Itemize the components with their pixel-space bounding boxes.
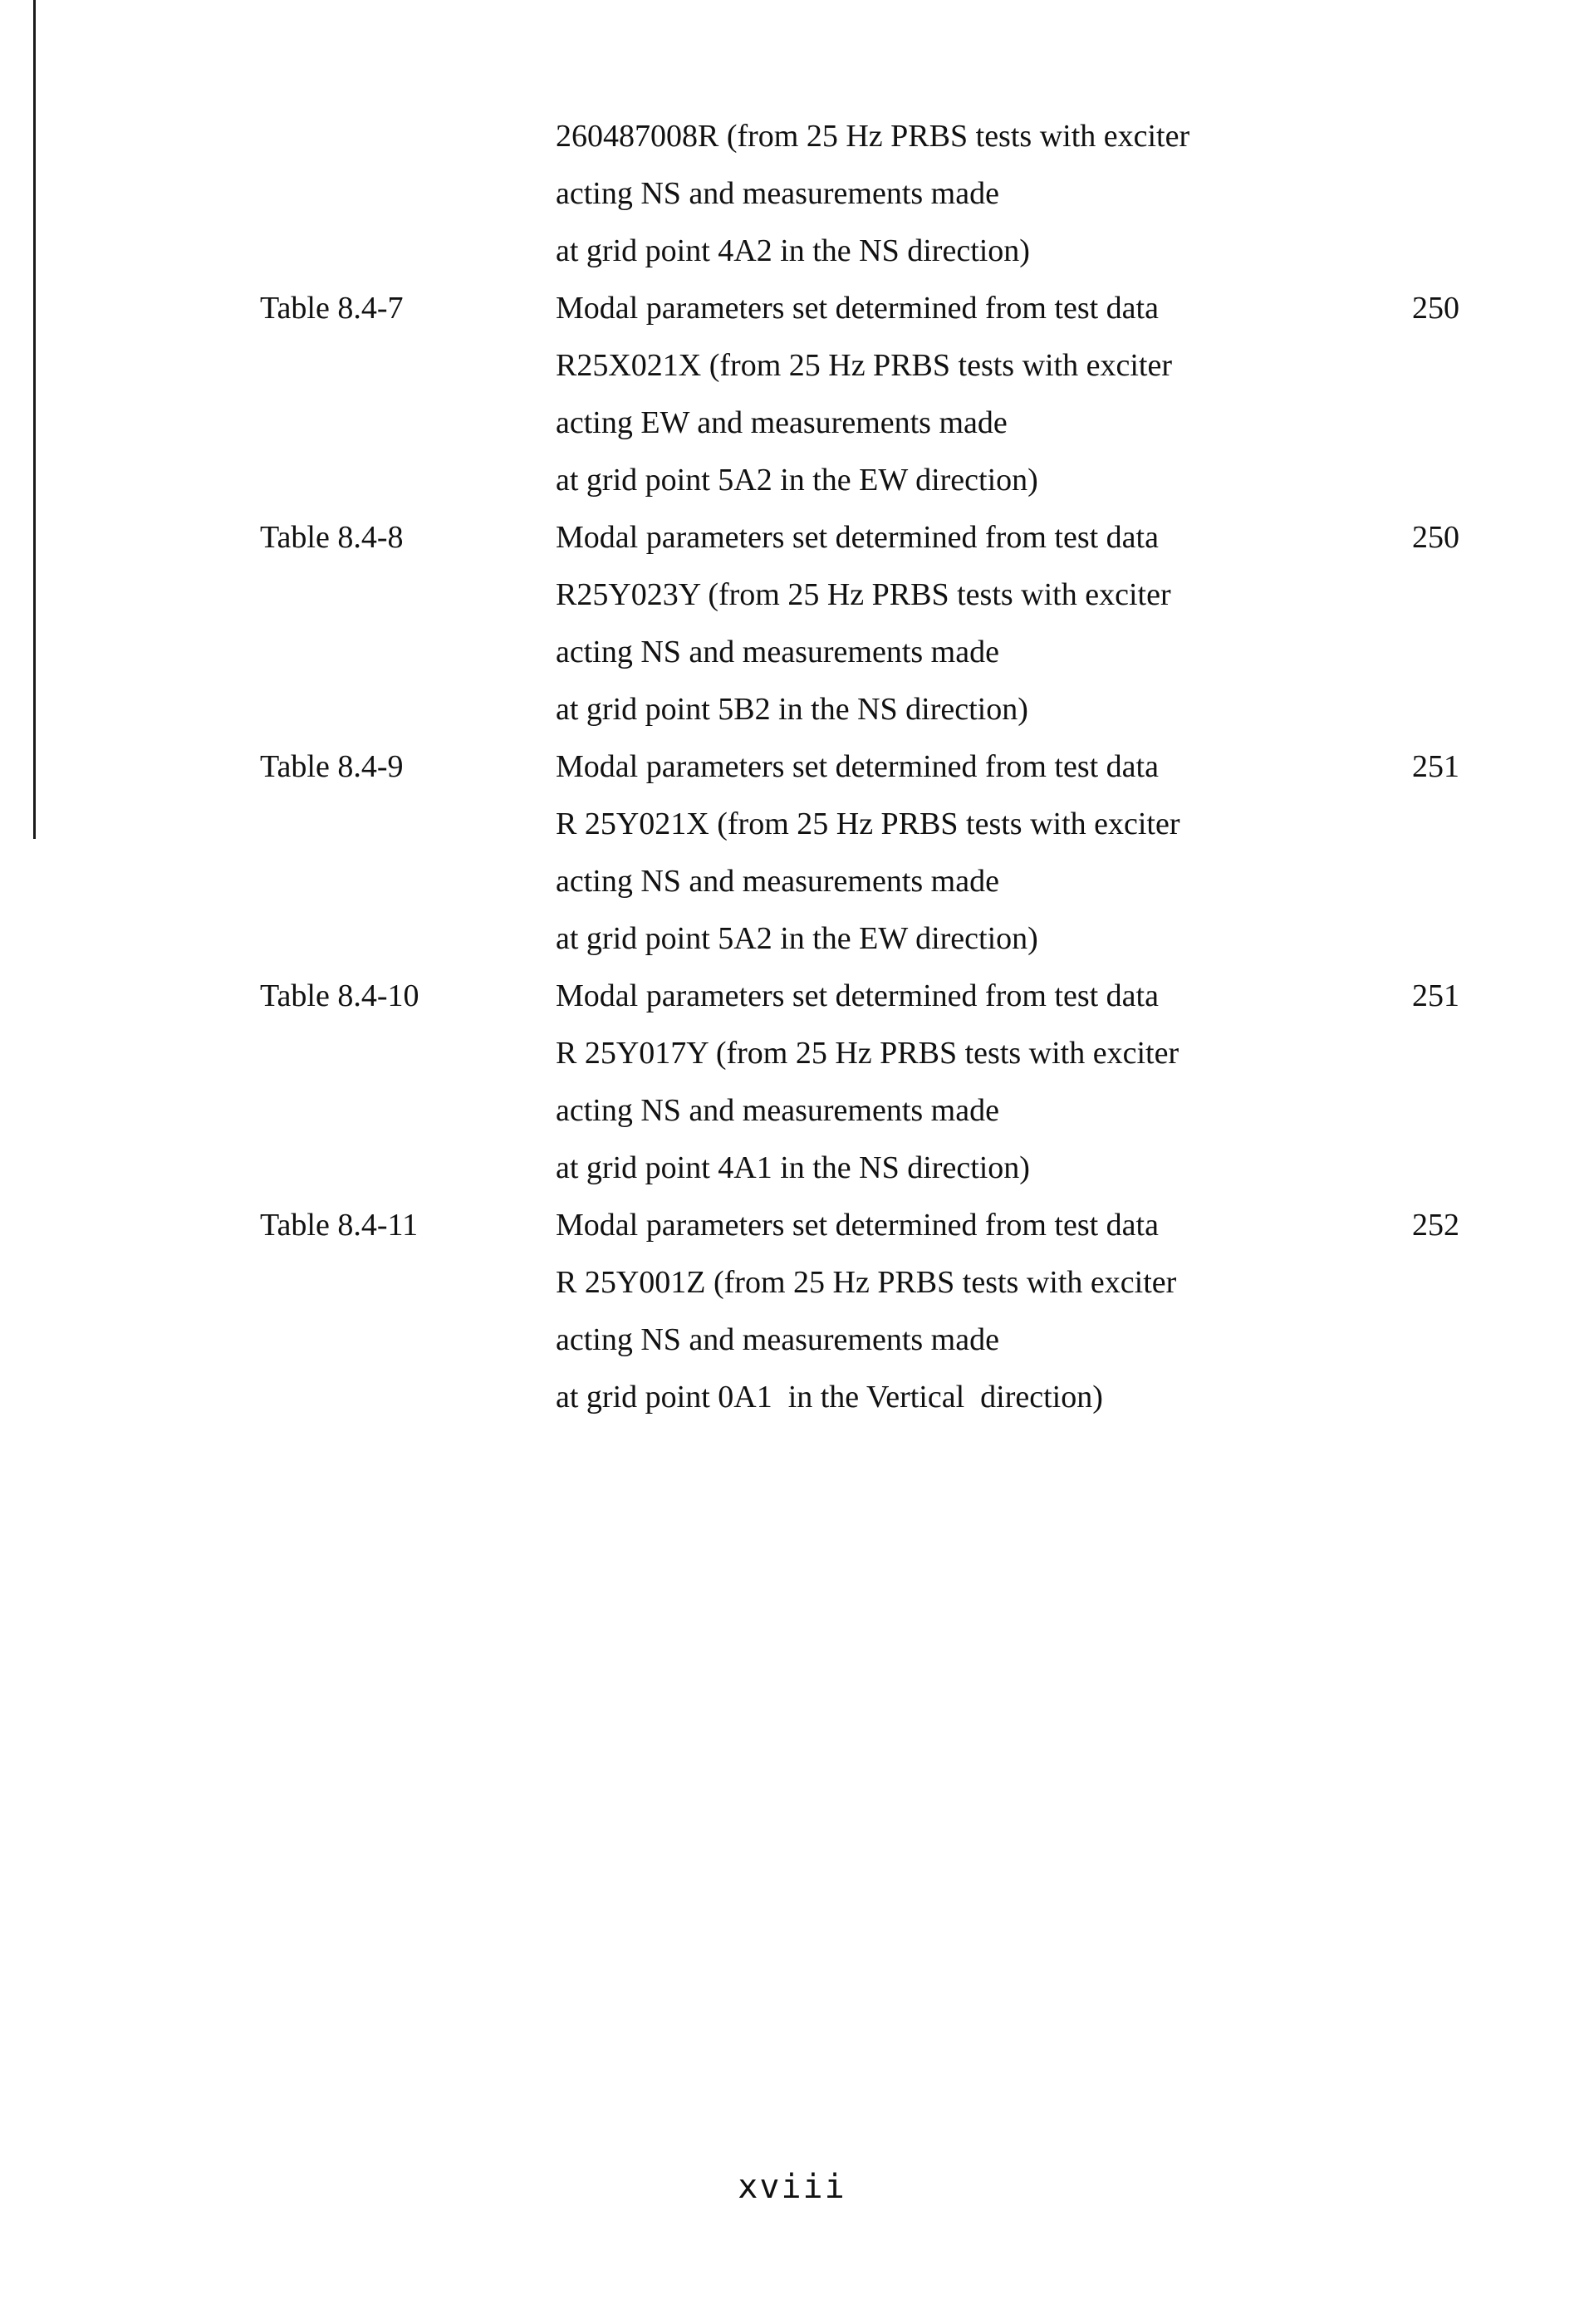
- toc-line: [0, 172, 1584, 229]
- entry-description: R25Y023Y (from 25 Hz PRBS tests with exciter: [556, 577, 1171, 612]
- toc-line: [0, 344, 1584, 401]
- toc-line: [0, 745, 1584, 802]
- toc-line: [0, 287, 1584, 344]
- entry-page-number: 252: [1412, 1208, 1459, 1243]
- page-number: xviii: [738, 2168, 846, 2206]
- toc-line: [0, 1089, 1584, 1146]
- toc-line: [0, 115, 1584, 172]
- entry-description: at grid point 5A2 in the EW direction): [556, 921, 1038, 956]
- toc-line: [0, 917, 1584, 974]
- toc-line: [0, 630, 1584, 688]
- entry-description: R 25Y017Y (from 25 Hz PRBS tests with exciter: [556, 1036, 1179, 1071]
- entry-description: at grid point 4A2 in the NS direction): [556, 233, 1030, 268]
- entry-description: Modal parameters set determined from test data: [556, 520, 1159, 555]
- entry-page-number: 251: [1412, 749, 1459, 784]
- toc-line: [0, 573, 1584, 630]
- toc-line: [0, 401, 1584, 458]
- toc-line: [0, 974, 1584, 1032]
- entry-description: acting NS and measurements made: [556, 864, 999, 899]
- toc-entry: [0, 516, 1584, 745]
- entry-description: Modal parameters set determined from test data: [556, 978, 1159, 1013]
- entry-page-number: 250: [1412, 291, 1459, 326]
- toc-line: [0, 516, 1584, 573]
- table-of-contents-list: [0, 115, 1584, 1433]
- entry-description: acting EW and measurements made: [556, 405, 1008, 440]
- toc-line: [0, 1261, 1584, 1318]
- entry-description: 260487008R (from 25 Hz PRBS tests with exciter: [556, 119, 1190, 154]
- toc-line: [0, 229, 1584, 287]
- entry-description: acting NS and measurements made: [556, 176, 999, 211]
- table-label: Table 8.4-7: [260, 291, 404, 326]
- toc-line: [0, 1318, 1584, 1375]
- toc-line: [0, 1032, 1584, 1089]
- entry-description: R 25Y021X (from 25 Hz PRBS tests with exciter: [556, 807, 1180, 841]
- toc-line: [0, 1375, 1584, 1433]
- table-label: Table 8.4-9: [260, 749, 404, 784]
- entry-description: R25X021X (from 25 Hz PRBS tests with exciter: [556, 348, 1173, 383]
- entry-page-number: 251: [1412, 978, 1459, 1013]
- entry-description: Modal parameters set determined from test data: [556, 749, 1159, 784]
- toc-entry: [0, 1204, 1584, 1433]
- entry-description: acting NS and measurements made: [556, 1322, 999, 1357]
- toc-entry: [0, 745, 1584, 974]
- entry-description: acting NS and measurements made: [556, 635, 999, 669]
- toc-line: [0, 688, 1584, 745]
- toc-line: [0, 802, 1584, 860]
- toc-entry: [0, 974, 1584, 1204]
- entry-description: Modal parameters set determined from test data: [556, 291, 1159, 326]
- entry-description: Modal parameters set determined from test data: [556, 1208, 1159, 1243]
- entry-description: R 25Y001Z (from 25 Hz PRBS tests with exciter: [556, 1265, 1177, 1300]
- toc-line: [0, 1204, 1584, 1261]
- entry-description: at grid point 0A1 in the Vertical direction): [556, 1380, 1103, 1415]
- entry-description: at grid point 5A2 in the EW direction): [556, 463, 1038, 498]
- toc-line: [0, 860, 1584, 917]
- entry-page-number: 250: [1412, 520, 1459, 555]
- toc-line: [0, 1146, 1584, 1204]
- entry-description: acting NS and measurements made: [556, 1093, 999, 1128]
- toc-entry: [0, 287, 1584, 516]
- entry-description: at grid point 4A1 in the NS direction): [556, 1150, 1030, 1185]
- toc-entry: [0, 115, 1584, 287]
- table-label: Table 8.4-11: [260, 1208, 419, 1243]
- entry-description: at grid point 5B2 in the NS direction): [556, 692, 1028, 727]
- table-label: Table 8.4-8: [260, 520, 404, 555]
- table-label: Table 8.4-10: [260, 978, 419, 1013]
- toc-line: [0, 458, 1584, 516]
